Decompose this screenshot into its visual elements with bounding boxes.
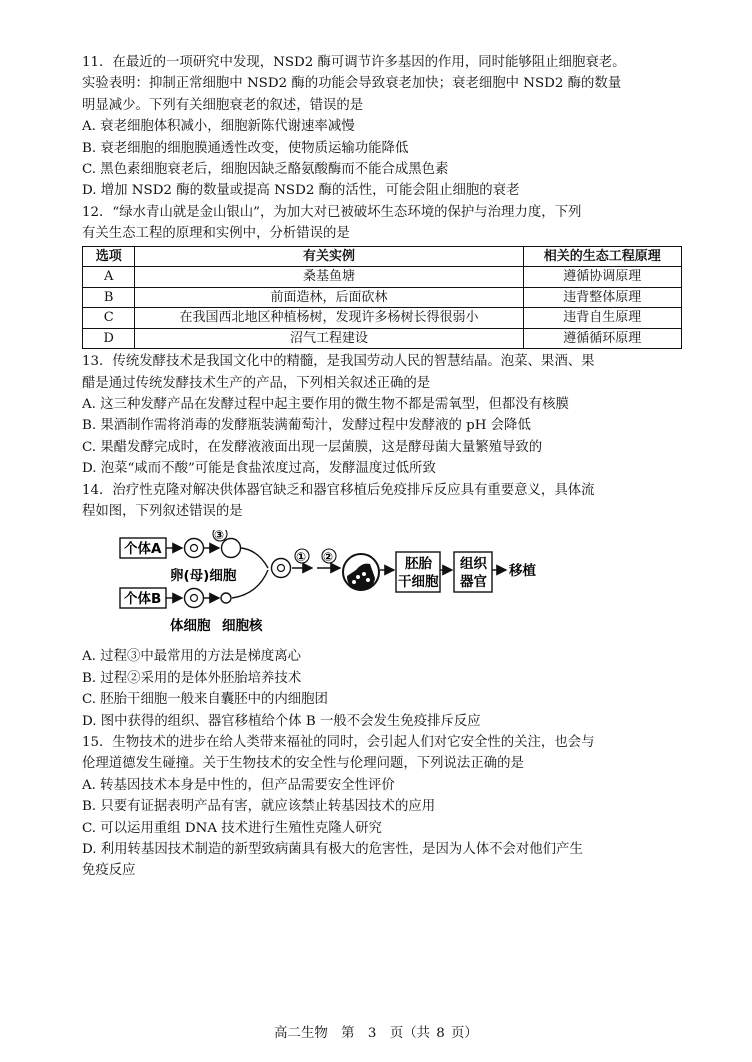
question-14-stem-line-1: 14．治疗性克隆对解决供体器官缺乏和器官移植后免疫排斥反应具有重要意义，具体流 (82, 482, 595, 498)
step-2-label: ② (323, 550, 334, 565)
question-15-stem-line-1: 15．生物技术的进步在给人类带来福祉的同时，会引起人们对它安全性的关注，也会与 (82, 735, 595, 751)
question-15-option-b: B. 只要有证据表明产品有害，就应该禁止转基因技术的应用 (82, 799, 436, 815)
table-cell: 遵循协调原理 (523, 267, 681, 288)
question-13-stem-line-1: 13．传统发酵技术是我国文化中的精髓，是我国劳动人民的智慧结晶。泡菜、果酒、果 (82, 354, 595, 370)
question-11 (82, 52, 682, 202)
table-cell: 前面造林，后面砍林 (135, 287, 523, 308)
question-13-option-a: A. 这三种发酵产品在发酵过程中起主要作用的微生物不都是需氧型，但都没有核膜 (82, 396, 569, 412)
stem-cell-label-line-1: 胚胎 (405, 556, 432, 573)
stem-cell-label-line-2: 干细胞 (398, 574, 439, 591)
table-cell: 遵循循环原理 (523, 328, 681, 349)
table-header-principle: 相关的生态工程原理 (523, 246, 681, 267)
table-row (83, 308, 682, 329)
question-13-option-c: C. 果醋发酵完成时，在发酵液液面出现一层菌膜，这是酵母菌大量繁殖导致的 (82, 439, 543, 455)
question-11-option-a: A. 衰老细胞体积减小，细胞新陈代谢速率减慢 (82, 119, 355, 135)
question-14-option-a: A. 过程③中最常用的方法是梯度离心 (82, 649, 302, 665)
nucleus-icon (221, 593, 231, 603)
table-cell: A (83, 267, 135, 288)
table-cell: B (83, 287, 135, 308)
merge-line-bottom (232, 570, 268, 598)
question-14-stem-line-2: 程如图，下列叙述错误的是 (82, 504, 243, 519)
table-cell: 在我国西北地区种植杨树，发现许多杨树长得很弱小 (135, 308, 523, 329)
table-cell: 违背自生原理 (523, 308, 681, 329)
table-row (83, 287, 682, 308)
question-11-option-b: B. 衰老细胞的细胞膜通透性改变，使物质运输功能降低 (82, 140, 409, 156)
merge-line-top (241, 548, 268, 568)
question-12-table (82, 246, 682, 350)
individual-a-label: 个体A (124, 541, 162, 558)
transplant-label: 移植 (509, 563, 536, 580)
enucleated-egg-icon (222, 539, 241, 558)
table-cell: 沼气工程建设 (135, 328, 523, 349)
inner-cell-dot (362, 572, 366, 576)
question-13-option-b: B. 果酒制作需将消毒的发酵瓶装满葡萄汁，发酵过程中发酵液的 pH 会降低 (82, 418, 531, 434)
table-cell: D (83, 328, 135, 349)
tissue-label-line-2: 器官 (460, 574, 487, 591)
individual-b-label: 个体B (124, 591, 162, 608)
inner-cell-dot (352, 580, 356, 584)
question-13-stem-line-2: 醋是通过传统发酵技术生产的产品，下列相关叙述正确的是 (82, 375, 431, 391)
question-12 (82, 202, 682, 349)
table-header-example: 有关实例 (135, 246, 523, 267)
question-15-option-c: C. 可以运用重组 DNA 技术进行生殖性克隆人研究 (82, 820, 382, 836)
question-15 (82, 732, 682, 882)
question-15-option-d: D. 利用转基因技术制造的新型致病菌具有极大的危害性，是因为人体不会对他们产生 (82, 842, 583, 858)
question-11-stem-line-1: 11．在最近的一项研究中发现，NSD2 酶可调节许多基因的作用，同时能够阻止细胞衰老。 (82, 55, 626, 70)
cloning-flow-svg (118, 530, 548, 640)
question-14-option-d: D. 图中获得的组织、器官移植给个体 B 一般不会发生免疫排斥反应 (82, 713, 481, 729)
inner-cell-dot (366, 578, 370, 582)
question-13 (82, 351, 682, 479)
table-header-row (83, 246, 682, 267)
step-3-label: ③ (214, 530, 225, 543)
question-12-stem-line-2: 有关生态工程的原理和实例中，分析错误的是 (82, 226, 350, 242)
page-footer: 高二生物 第 3 页（共 8 页） (274, 1026, 478, 1041)
cloning-flow-diagram (82, 524, 682, 642)
question-11-option-c: C. 黑色素细胞衰老后，细胞因缺乏酪氨酸酶而不能合成黑色素 (82, 162, 449, 178)
table-cell: C (83, 308, 135, 329)
egg-cell-label: 卵(母)细胞 (170, 568, 237, 585)
question-15-option-d-continued: 免疫反应 (82, 863, 136, 879)
table-cell: 桑基鱼塘 (135, 267, 523, 288)
nucleus-label: 细胞核 (222, 618, 263, 635)
question-15-option-a: A. 转基因技术本身是中性的，但产品需要安全性评价 (82, 777, 395, 793)
question-14 (82, 480, 682, 732)
table-header-option: 选项 (83, 246, 135, 267)
question-14-option-b: B. 过程②采用的是体外胚胎培养技术 (82, 670, 302, 686)
question-12-stem-line-1: 12．“绿水青山就是金山银山”，为加大对已被破坏生态环境的保护与治理力度，下列 (82, 204, 582, 220)
question-13-option-d: D. 泡菜“咸而不酸”可能是食盐浓度过高，发酵温度过低所致 (82, 461, 436, 477)
question-11-stem-line-3: 明显减少。下列有关细胞衰老的叙述，错误的是 (82, 97, 364, 113)
tissue-label-line-1: 组织 (460, 556, 487, 573)
question-11-option-d: D. 增加 NSD2 酶的数量或提高 NSD2 酶的活性，可能会阻止细胞的衰老 (82, 183, 520, 199)
question-11-stem-line-2: 实验表明：抑制正常细胞中 NSD2 酶的功能会导致衰老加快；衰老细胞中 NSD2 酶的数量 (82, 76, 622, 92)
step-1-label: ① (296, 550, 307, 565)
inner-cell-dot (356, 575, 360, 579)
question-15-stem-line-2: 伦理道德发生碰撞。关于生物技术的安全性与伦理问题，下列说法正确的是 (82, 756, 524, 772)
body-cell-label: 体细胞 (170, 618, 211, 635)
table-cell: 违背整体原理 (523, 287, 681, 308)
egg-nucleus-icon (191, 545, 198, 552)
reconstructed-nucleus-icon (278, 565, 285, 572)
question-14-option-c: C. 胚胎干细胞一般来自囊胚中的内细胞团 (82, 692, 328, 708)
table-row (83, 328, 682, 349)
table-row (83, 267, 682, 288)
body-cell-nucleus-icon (191, 595, 198, 602)
page-content (82, 52, 682, 882)
